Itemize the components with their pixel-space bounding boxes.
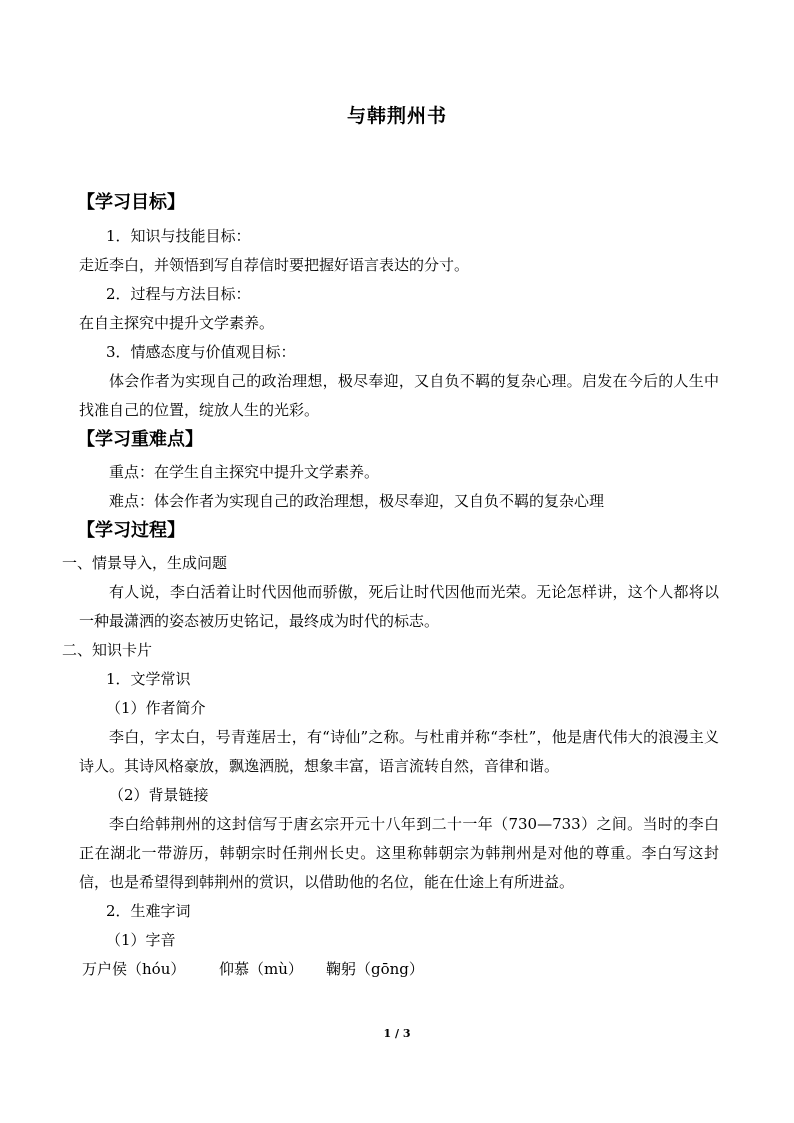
- document-body: [62, 188, 719, 984]
- objective-item: 2．过程与方法目标：: [106, 285, 251, 303]
- process-subheading: 2．生难字词: [106, 902, 191, 920]
- process-paragraph: 李白给韩荆州的这封信写于唐玄宗开元十八年到二十一年（730—733）之间。当时的李白正在湖北一带游历，韩朝宗时任荆州长史。这里称韩朝宗为韩荆州是对他的尊重。李白写这封信，也是希望得到韩荆州的赏识，以借助他的名位，能在仕途上有所进益。: [79, 815, 719, 891]
- objective-item: 体会作者为实现自己的政治理想，极尽奉迎，又自负不羁的复杂心理。启发在今后的人生中找准自己的位置，绽放人生的光彩。: [79, 372, 719, 419]
- section-heading-key-points: 【学习重难点】: [77, 429, 203, 450]
- objective-item: 在自主探究中提升文学素养。: [79, 314, 275, 332]
- pinyin-row: [79, 955, 719, 984]
- process-subheading: （1）字音: [106, 931, 176, 949]
- objective-item: 3．情感态度与价值观目标：: [106, 343, 296, 361]
- process-subheading: （1）作者简介: [106, 699, 206, 717]
- key-point-item: 难点：体会作者为实现自己的政治理想，极尽奉迎，又自负不羁的复杂心理: [109, 492, 605, 510]
- process-part-title: 一、情景导入，生成问题: [62, 554, 228, 572]
- section-heading-objectives: 【学习目标】: [77, 192, 185, 213]
- page-title: 与韩荆州书: [346, 105, 447, 127]
- process-paragraph: 李白，字太白，号青莲居士，有“诗仙”之称。与杜甫并称“李杜”，他是唐代伟大的浪漫主义诗人。其诗风格豪放，飘逸洒脱，想象丰富，语言流转自然，音律和谐。: [79, 728, 719, 775]
- process-part-title: 二、知识卡片: [62, 641, 153, 659]
- pinyin-word: 仰慕（mù）: [219, 960, 303, 978]
- pinyin-word: 鞠躬（gōng）: [326, 960, 424, 978]
- key-point-item: 重点：在学生自主探究中提升文学素养。: [109, 463, 380, 481]
- process-subheading: 1．文学常识: [106, 670, 191, 688]
- page-number: 1 / 3: [383, 1027, 411, 1040]
- objective-item: 走近李白，并领悟到写自荐信时要把握好语言表达的分寸。: [79, 256, 470, 274]
- pinyin-word: 万户侯（hóu）: [82, 960, 186, 978]
- objective-item: 1．知识与技能目标：: [106, 227, 251, 245]
- section-heading-process: 【学习过程】: [77, 520, 185, 541]
- process-paragraph: 有人说，李白活着让时代因他而骄傲，死后让时代因他而光荣。无论怎样讲，这个人都将以一种最潇洒的姿态被历史铭记，最终成为时代的标志。: [79, 583, 719, 630]
- process-subheading: （2）背景链接: [109, 786, 209, 804]
